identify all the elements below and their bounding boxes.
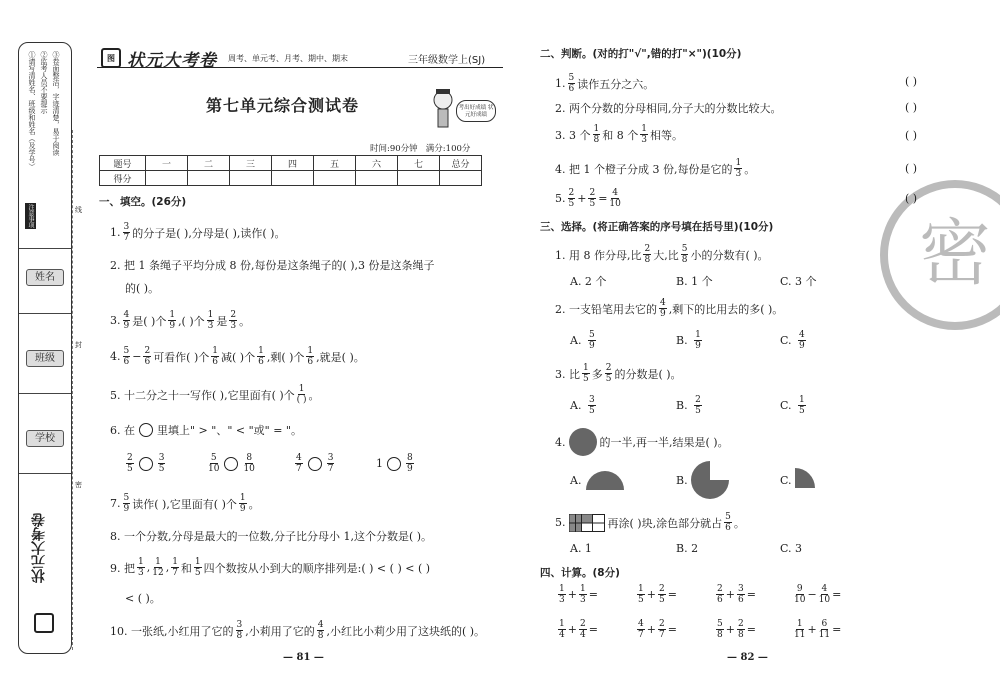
table-cell: 四 [272, 156, 314, 171]
table-cell: 五 [314, 156, 356, 171]
question-1-9-cont: < ( )。 [125, 592, 161, 605]
class-label: 班级 [26, 350, 64, 367]
question-1-3: 3. $\frac{4}{9}$ 是( )个 $\frac{1}{9}$ ,( )个 $\frac{1}{3}$ 是 $\frac{2}{3}$ 。 [110, 310, 251, 331]
choice-option[interactable]: C. $\frac{4}{9}$ [780, 330, 805, 351]
exam-types: 周考、单元考、月考、期中、期末 [228, 54, 348, 63]
exam-time: 时间:90分钟 满分:100分 [370, 144, 471, 154]
brand-logo-icon: 图 [101, 48, 121, 68]
choice-option[interactable]: C. [780, 474, 792, 487]
compare-circle[interactable] [387, 457, 401, 471]
choice-option[interactable]: B. 2 [676, 542, 699, 555]
score-input-cell[interactable] [398, 171, 440, 186]
choice-option[interactable]: B. 1 个 [676, 275, 713, 288]
question-1-8: 8. 一个分数,分母是最大的一位数,分子比分母小 1,这个分数是( )。 [110, 530, 433, 543]
sidebar-instructions-3 [51, 51, 60, 211]
table-cell: 题号 [100, 156, 146, 171]
choice-option[interactable]: A. 1 [570, 542, 592, 555]
score-input-cell[interactable] [356, 171, 398, 186]
answer-paren[interactable]: ( ) [905, 192, 918, 205]
sidebar-brand: 状元大考卷 [31, 513, 47, 583]
mascot-slogan: 考出好成绩 状元好成绩 [456, 100, 496, 122]
grade-label: 三年级数学上(SJ) [408, 55, 486, 66]
cut-line [72, 130, 73, 650]
judge-question-2: 2. 两个分数的分母相同,分子大的分数比较大。 [555, 102, 782, 115]
table-cell: 总分 [440, 156, 482, 171]
judge-question-1: 1. $\frac{5}{6}$ 读作五分之六。 [555, 73, 655, 94]
school-label: 学校 [26, 430, 64, 447]
answer-paren[interactable]: ( ) [905, 75, 918, 88]
score-table-header [100, 156, 482, 171]
choice-option[interactable]: C. $\frac{1}{5}$ [780, 395, 805, 416]
compare-circle[interactable] [224, 457, 238, 471]
compare-item: 1 $\frac{8}{9}$ [376, 453, 413, 474]
compare-circle[interactable] [139, 457, 153, 471]
calc-item: $\frac{9}{10}$ − $\frac{4}{10}$ = [794, 584, 842, 605]
sidebar-logo-icon [34, 613, 54, 633]
choice-question-4: 4. 的一半,再一半,结果是( )。 [555, 428, 729, 456]
choice-option[interactable]: C. 3 个 [780, 275, 817, 288]
choice-question-1: 1. 用 8 作分母,比 $\frac{2}{8}$ 大,比 $\frac{5}{8}$ 小的分数有( )。 [555, 244, 769, 265]
calc-item: $\frac{4}{7}$ + $\frac{2}{7}$ = [638, 619, 677, 640]
instruction-2: ②监考人员不要提示 [40, 51, 48, 114]
section-title: 二、判断。(对的打"√",错的打"×")(10分) [540, 48, 742, 60]
cut-mark-secret: 密 [75, 481, 82, 489]
section-title: 三、选择。(将正确答案的序号填在括号里)(10分) [540, 221, 774, 233]
judge-question-5: 5. $\frac{2}{5}$ + $\frac{2}{5}$ = $\frac{4}{10}$ [555, 188, 621, 209]
compare-item: $\frac{2}{5}$ $\frac{3}{5}$ [127, 453, 165, 474]
choice-option[interactable]: A. $\frac{5}{9}$ [570, 330, 595, 351]
question-1-7: 7. $\frac{5}{9}$ 读作( ),它里面有( )个 $\frac{1}{9}$ 。 [110, 493, 260, 514]
choice-option[interactable]: B. [676, 474, 688, 487]
sidebar-divider [19, 393, 71, 394]
compare-item: $\frac{5}{10}$ $\frac{8}{10}$ [208, 453, 255, 474]
full-circle-icon [569, 428, 597, 456]
score-input-cell[interactable] [146, 171, 188, 186]
table-cell: 得分 [100, 171, 146, 186]
choice-option[interactable]: B. $\frac{2}{5}$ [676, 395, 701, 416]
compare-circle[interactable] [308, 457, 322, 471]
score-input-cell[interactable] [230, 171, 272, 186]
answer-paren[interactable]: ( ) [905, 101, 918, 114]
sidebar-instructions-2 [39, 51, 48, 211]
table-cell: 六 [356, 156, 398, 171]
quarter-circle-icon [793, 466, 817, 490]
question-1-10: 10. 一张纸,小红用了它的 $\frac{3}{8}$ ,小莉用了它的 $\frac{4}{8}$ ,小红比小莉少用了这块纸的( )。 [110, 620, 486, 641]
sidebar-divider [19, 248, 71, 249]
table-cell: 二 [188, 156, 230, 171]
three-quarter-circle-icon [690, 460, 730, 500]
circle-icon [139, 423, 153, 437]
grid-shading-icon [569, 514, 605, 532]
choice-option[interactable]: C. 3 [780, 542, 803, 555]
choice-question-2: 2. 一支铅笔用去它的 $\frac{4}{9}$ ,剩下的比用去的多( )。 [555, 298, 784, 319]
mascot-icon [430, 88, 456, 132]
section-title: 一、填空。(26分) [99, 196, 187, 208]
question-1-5: 5. 十二分之十一写作( ),它里面有( )个 $\frac{1}{( )}$ 。 [110, 384, 320, 405]
question-1-4: 4. $\frac{5}{6}$ − $\frac{2}{6}$ 可看作( )个 $\frac{1}{6}$ 减( )个 $\frac{1}{6}$ ,剩( )个 $\frac{1}{6}$ ,就是( )。 [110, 346, 365, 367]
name-label: 姓名 [26, 269, 64, 286]
judge-question-4: 4. 把 1 个橙子分成 3 份,每份是它的 $\frac{1}{3}$ 。 [555, 158, 756, 179]
compare-item: $\frac{4}{7}$ $\frac{3}{7}$ [296, 453, 334, 474]
header-rule [97, 67, 503, 68]
sidebar-instructions [27, 51, 36, 211]
choice-option[interactable]: B. $\frac{1}{9}$ [676, 330, 701, 351]
confidential-seal: 密 [880, 180, 1000, 330]
judge-question-3: 3. 3 个 $\frac{1}{8}$ 和 8 个 $\frac{1}{3}$ 相等。 [555, 124, 683, 145]
choice-question-3: 3. 比 $\frac{1}{5}$ 多 $\frac{2}{5}$ 的分数是( )。 [555, 363, 682, 384]
question-1-2: 2. 把 1 条绳子平均分成 8 份,每份是这条绳子的( ),3 份是这条绳子 [110, 259, 435, 272]
section-title: 四、计算。(8分) [540, 567, 620, 579]
table-cell: 七 [398, 156, 440, 171]
calc-item: $\frac{1}{4}$ + $\frac{2}{4}$ = [559, 619, 598, 640]
page-number-left: — 81 — [283, 652, 324, 663]
answer-paren[interactable]: ( ) [905, 162, 918, 175]
question-1-6: 6. 在 里填上" > "、" < "或" = "。 [110, 424, 302, 437]
score-table-row [100, 171, 482, 186]
choice-question-5: 5. 再涂( )块,涂色部分就占 $\frac{5}{6}$ 。 [555, 512, 745, 533]
answer-paren[interactable]: ( ) [905, 129, 918, 142]
table-cell: 一 [146, 156, 188, 171]
page-number-right: — 82 — [727, 652, 768, 663]
choice-option[interactable]: A. $\frac{3}{5}$ [570, 395, 595, 416]
page-title: 第七单元综合测试卷 [206, 96, 360, 115]
table-cell: 三 [230, 156, 272, 171]
sidebar-divider [19, 313, 71, 314]
calc-item: $\frac{1}{5}$ + $\frac{2}{5}$ = [638, 584, 677, 605]
question-1-2-cont: 的( )。 [125, 282, 160, 295]
calc-item: $\frac{2}{6}$ + $\frac{3}{6}$ = [717, 584, 756, 605]
cut-mark-line: 线 [75, 206, 82, 214]
student-info-sidebar [18, 42, 72, 654]
half-circle-icon [584, 468, 626, 492]
choice-option[interactable]: A. 2 个 [570, 275, 607, 288]
choice-option[interactable]: A. [570, 474, 582, 487]
score-input-cell[interactable] [188, 171, 230, 186]
brand-name: 状元大考卷 [127, 51, 217, 71]
score-input-cell[interactable] [440, 171, 482, 186]
calc-item: $\frac{1}{3}$ + $\frac{1}{3}$ = [559, 584, 598, 605]
calc-item: $\frac{5}{8}$ + $\frac{2}{8}$ = [717, 619, 756, 640]
question-1-1: 1. $\frac{3}{7}$ 的分子是( ),分母是( ),读作( )。 [110, 222, 286, 243]
score-input-cell[interactable] [314, 171, 356, 186]
score-input-cell[interactable] [272, 171, 314, 186]
question-1-9: 9. 把 $\frac{1}{3}$ , $\frac{1}{12}$ , $\frac{1}{7}$ 和 $\frac{1}{5}$ 四个数按从小到大的顺序排列是:( ) < ( ) < ( ) [110, 557, 431, 578]
score-table [99, 155, 482, 186]
notice-badge: 注意事项 [27, 204, 34, 228]
instruction-1: ①请写清姓名、班级和姓名（及学号） [28, 51, 36, 170]
calc-item: $\frac{1}{11}$ + $\frac{6}{11}$ = [794, 619, 842, 640]
sidebar-divider [19, 473, 71, 474]
cut-mark-seal: 封 [75, 341, 82, 349]
instruction-3: ③卷面整洁，字迹清楚，易于阅读 [52, 51, 60, 156]
